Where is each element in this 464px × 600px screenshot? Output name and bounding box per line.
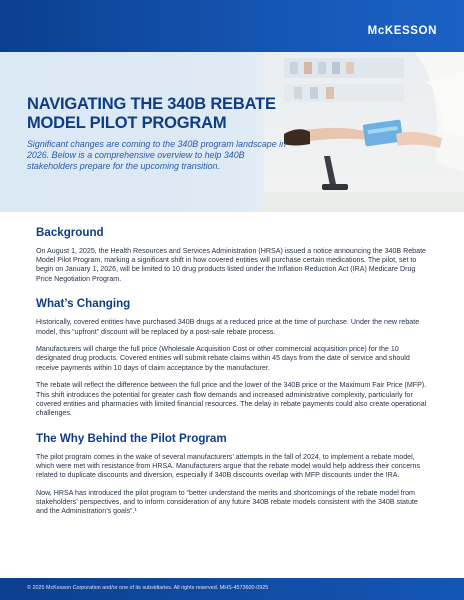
pharmacy-counter-photo <box>264 52 464 212</box>
page-title-line-2: MODEL PILOT PROGRAM <box>27 114 227 132</box>
whats-changing-paragraph-2: Manufacturers will charge the full price (Wholesale Acquisition Cost or other commercial acquisition price) for the 10 designated drug products. Covered entities will submit rebate claims within 45 days from the date of service and should receive payments within 10 days of claim acceptance by the manufacturer. <box>36 345 410 372</box>
whats-changing-paragraph-3: The rebate will reflect the difference between the full price and the lower of the 340B price or the Maximum Fair Price (MFP). This shift introduces the potential for greater cash flow demands and increased administrative complexity, particularly for covered entities and pharmacies with limited financial resources. The delay in rebate payments could also create operational challenges. <box>36 381 427 417</box>
copyright-text: © 2025 McKesson Corporation and/or one of its subsidiaries. All rights reserved. MHS-4573600-0925 <box>27 585 269 591</box>
page-title <box>27 95 287 133</box>
header-bar <box>0 0 464 52</box>
why-behind-paragraph-2: Now, HRSA has introduced the pilot program to “better understand the merits and shortcomings of the rebate model from stakeholders’ perspectives, and to inform consideration of any future 340B rebate models consistent with the 340B statute and the Administration’s goals”.¹ <box>36 488 418 516</box>
whats-changing-paragraph-1: Historically, covered entities have purchased 340B drugs at a reduced price at the time of purchase. Under the new rebate model, this “upfront” discount will be replaced by a post-sale rebate process. <box>36 318 420 336</box>
main-content <box>36 226 430 525</box>
heading-background: Background <box>36 226 104 239</box>
heading-whats-changing: What’s Changing <box>36 297 131 311</box>
page-subtitle: Significant changes are coming to the 340B program landscape in 2026. Below is a comprehensive overview to help 340B stakeholders prepare for the upcoming transition. <box>27 139 287 172</box>
background-paragraph: On August 1, 2025, the Health Resources and Services Administration (HRSA) issued a notice announcing the 340B Rebate Model Pilot Program, marking a significant shift in how covered entities will purchase certain medications. The pilot, set to begin on January 1, 2026, will be limited to 10 drug products listed under the Inflation Reduction Act (IRA) Medicare Drug Price Negotiation Program. <box>36 247 426 283</box>
page-title-line-1: NAVIGATING THE 340B REBATE <box>27 95 276 113</box>
footer-bar <box>0 578 464 600</box>
why-behind-paragraph-1: The pilot program comes in the wake of several manufacturers’ attempts in the fall of 2024, to implement a rebate model, which were met with resistance from HRSA. Manufacturers argue that the rebate model would help address their concerns related to duplicate discounts and diversion, especially if 340B discounts overlap with MFP discounts under the IRA. <box>36 452 421 480</box>
heading-why-behind: The Why Behind the Pilot Program <box>36 431 227 445</box>
mckesson-logo: McKESSON <box>367 25 437 37</box>
